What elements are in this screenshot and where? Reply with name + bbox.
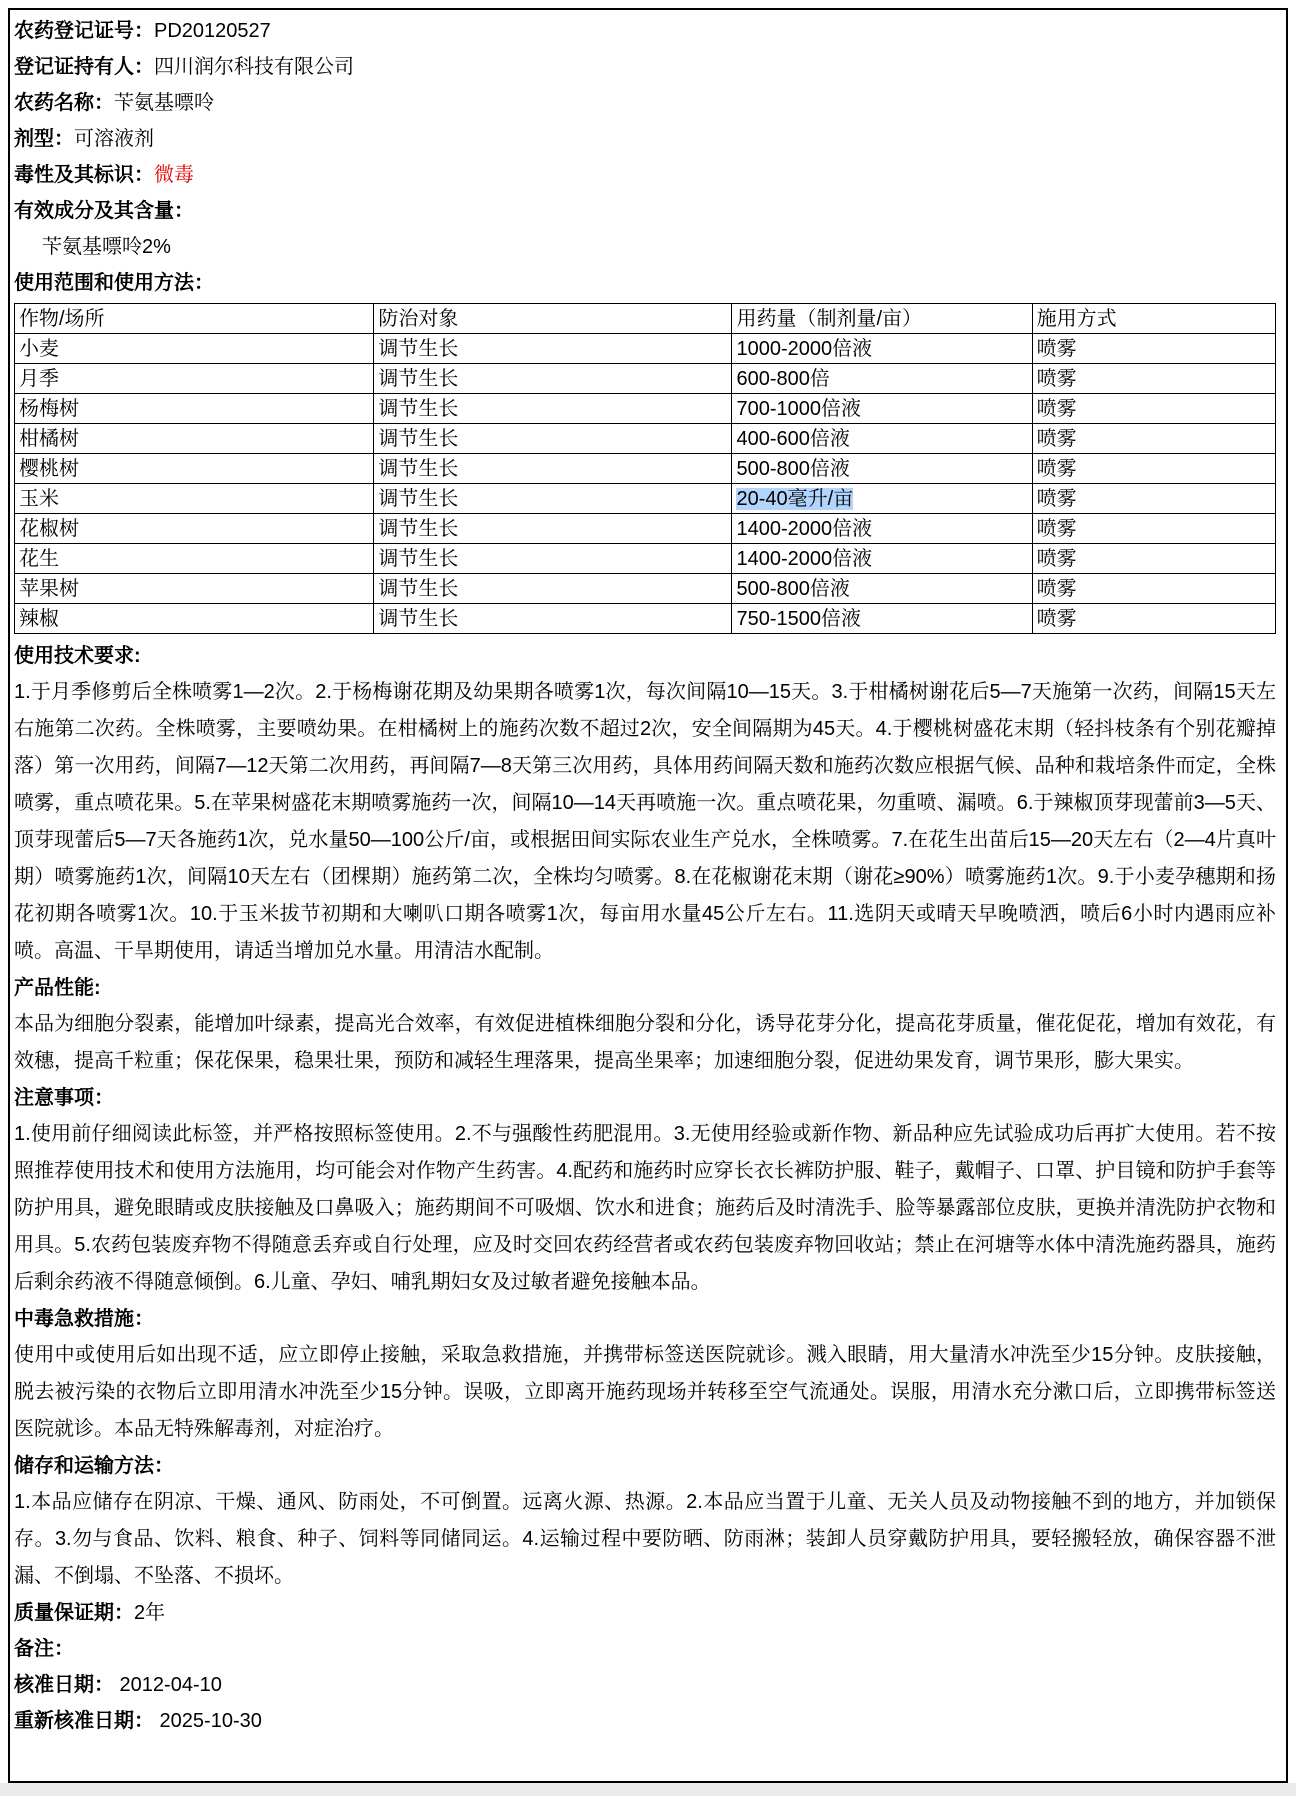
usage-table-cell: 花生 (15, 544, 374, 574)
section-body-precautions: 1.使用前仔细阅读此标签，并严格按照标签使用。2.不与强酸性药肥混用。3.无使用经验或新作物、新品种应先试验成功后再扩大使用。若不按照推荐使用技术和使用方法施用，均可能会对作物产生药害。4.配药和施药时应穿长衣长裤防护服、鞋子，戴帽子、口罩、护目镜和防护手套等防护用具，避免眼睛或皮肤接触及口鼻吸入；施药期间不可吸烟、饮水和进食；施药后及时清洗手、脸等暴露部位皮肤，更换并清洗防护衣物和用具。5.农药包装废弃物不得随意丢弃或自行处理，应及时交回农药经营者或农药包装废弃物回收站；禁止在河塘等水体中清洗施药器具，施药后剩余药液不得随意倾倒。6.儿童、孕妇、哺乳期妇女及过敏者避免接触本品。 (14, 1123, 1276, 1293)
field-certificate-holder (14, 49, 1276, 85)
toxicity-value: 微毒 (154, 164, 194, 186)
field-remarks (14, 1631, 1276, 1667)
usage-table-cell: 辣椒 (15, 604, 374, 634)
field-label: 有效成分及其含量： (14, 200, 194, 222)
usage-table-cell: 1400-2000倍液 (732, 544, 1032, 574)
table-row (15, 364, 1276, 394)
usage-table-cell: 樱桃树 (15, 454, 374, 484)
usage-table-header-cell: 防治对象 (374, 304, 732, 334)
usage-table (14, 303, 1276, 634)
section-heading-usage-tech: 使用技术要求: (14, 645, 141, 667)
usage-table-cell: 500-800倍液 (732, 454, 1032, 484)
usage-table-cell: 调节生长 (374, 424, 732, 454)
field-active-ingredient-heading (14, 193, 1276, 229)
field-label: 核准日期： (14, 1674, 114, 1696)
field-value: 苄氨基嘌呤 (114, 92, 214, 114)
table-header-row (15, 304, 1276, 334)
field-value: PD20120527 (154, 20, 271, 42)
field-value: 四川润尔科技有限公司 (154, 56, 354, 78)
usage-table-cell: 喷雾 (1032, 484, 1275, 514)
field-value: 2年 (134, 1602, 166, 1624)
field-label: 农药登记证号： (14, 20, 154, 42)
section-heading-storage-transport: 储存和运输方法： (14, 1455, 174, 1477)
table-row (15, 574, 1276, 604)
usage-table-cell: 喷雾 (1032, 574, 1275, 604)
table-row (15, 334, 1276, 364)
field-label: 备注： (14, 1638, 74, 1660)
field-value: 可溶液剂 (74, 128, 154, 150)
usage-table-cell: 400-600倍液 (732, 424, 1032, 454)
field-approval-date (14, 1667, 1276, 1703)
field-label: 剂型： (14, 128, 74, 150)
usage-table-header-cell: 施用方式 (1032, 304, 1275, 334)
field-pesticide-name (14, 85, 1276, 121)
usage-table-cell: 小麦 (15, 334, 374, 364)
section-body-first-aid: 使用中或使用后如出现不适，应立即停止接触，采取急救措施，并携带标签送医院就诊。溅入眼睛，用大量清水冲洗至少15分钟。皮肤接触，脱去被污染的衣物后立即用清水冲洗至少15分钟。误吸，立即离开施药现场并转移至空气流通处。误服，用清水充分漱口后，立即携带标签送医院就诊。本品无特殊解毒剂，对症治疗。 (14, 1344, 1276, 1440)
usage-table-cell (732, 484, 1032, 514)
usage-table-cell: 调节生长 (374, 454, 732, 484)
section-first-aid (14, 1301, 1276, 1448)
field-label: 登记证持有人： (14, 56, 154, 78)
usage-table-cell: 调节生长 (374, 544, 732, 574)
active-ingredient-line: 苄氨基嘌呤2% (42, 236, 171, 258)
table-row (15, 484, 1276, 514)
usage-table-cell: 700-1000倍液 (732, 394, 1032, 424)
table-row (15, 454, 1276, 484)
field-label: 毒性及其标识： (14, 164, 154, 186)
field-value: 2012-04-10 (114, 1674, 222, 1696)
field-formulation (14, 121, 1276, 157)
table-row (15, 514, 1276, 544)
usage-table-header-cell: 用药量（制剂量/亩） (732, 304, 1032, 334)
field-label: 农药名称： (14, 92, 114, 114)
usage-table-header-cell: 作物/场所 (15, 304, 374, 334)
usage-table-cell: 调节生长 (374, 364, 732, 394)
selected-text: 20-40毫升/亩 (736, 487, 854, 510)
usage-table-cell: 苹果树 (15, 574, 374, 604)
field-label: 质量保证期： (14, 1602, 134, 1624)
table-row (15, 604, 1276, 634)
table-row (15, 394, 1276, 424)
usage-table-cell: 喷雾 (1032, 394, 1275, 424)
section-body-usage-tech: 1.于月季修剪后全株喷雾1—2次。2.于杨梅谢花期及幼果期各喷雾1次，每次间隔10—15天。3.于柑橘树谢花后5—7天施第一次药，间隔15天左右施第二次药。全株喷雾，主要喷幼果。在柑橘树上的施药次数不超过2次，安全间隔期为45天。4.于樱桃树盛花末期（轻抖枝条有个别花瓣掉落）第一次用药，间隔7—12天第二次用药，再间隔7—8天第三次用药，具体用药间隔天数和施药次数应根据气候、品种和栽培条件而定，全株喷雾，重点喷花果。5.在苹果树盛花末期喷雾施药一次，间隔10—14天再喷施一次。重点喷花果，勿重喷、漏喷。6.于辣椒顶芽现蕾前3—5天、顶芽现蕾后5—7天各施药1次，兑水量50—100公斤/亩，或根据田间实际农业生产兑水，全株喷雾。7.在花生出苗后15—20天左右（2—4片真叶期）喷雾施药1次，间隔10天左右（团棵期）施药第二次，全株均匀喷雾。8.在花椒谢花末期（谢花≥90%）喷雾施药1次。9.于小麦孕穗期和扬花初期各喷雾1次。10.于玉米拔节初期和大喇叭口期各喷雾1次，每亩用水量45公斤左右。11.选阴天或晴天早晚喷洒，喷后6小时内遇雨应补喷。高温、干旱期使用，请适当增加兑水量。用清洁水配制。 (14, 681, 1276, 962)
usage-table-cell: 调节生长 (374, 394, 732, 424)
usage-table-cell: 调节生长 (374, 484, 732, 514)
section-precautions (14, 1080, 1276, 1301)
usage-table-cell: 喷雾 (1032, 454, 1275, 484)
usage-table-cell: 柑橘树 (15, 424, 374, 454)
page-bottom-gray-area (0, 1783, 1296, 1796)
field-toxicity (14, 157, 1276, 193)
section-body-product-performance: 本品为细胞分裂素，能增加叶绿素，提高光合效率，有效促进植株细胞分裂和分化，诱导花芽分化，提高花芽质量，催花促花，增加有效花，有效穗，提高千粒重；保花保果，稳果壮果，预防和减轻生理落果，提高坐果率；加速细胞分裂，促进幼果发育，调节果形，膨大果实。 (14, 1013, 1276, 1072)
usage-table-cell: 750-1500倍液 (732, 604, 1032, 634)
section-product-performance (14, 970, 1276, 1080)
table-row (15, 424, 1276, 454)
usage-table-cell: 喷雾 (1032, 334, 1275, 364)
section-heading-usage-scope: 使用范围和使用方法： (14, 272, 214, 294)
usage-table-cell: 1000-2000倍液 (732, 334, 1032, 364)
usage-table-cell: 月季 (15, 364, 374, 394)
field-registration-number (14, 13, 1276, 49)
usage-table-cell: 喷雾 (1032, 364, 1275, 394)
table-row (15, 544, 1276, 574)
usage-table-cell: 喷雾 (1032, 544, 1275, 574)
section-storage-transport (14, 1448, 1276, 1595)
field-warranty-period (14, 1595, 1276, 1631)
section-heading-first-aid: 中毒急救措施： (14, 1308, 154, 1330)
usage-table-cell: 喷雾 (1032, 424, 1275, 454)
section-body-storage-transport: 1.本品应储存在阴凉、干燥、通风、防雨处，不可倒置。远离火源、热源。2.本品应当置于儿童、无关人员及动物接触不到的地方，并加锁保存。3.勿与食品、饮料、粮食、种子、饲料等同储同运。4.运输过程中要防晒、防雨淋；装卸人员穿戴防护用具，要轻搬轻放，确保容器不泄漏、不倒塌、不坠落、不损坏。 (14, 1491, 1276, 1587)
usage-table-cell: 调节生长 (374, 514, 732, 544)
section-heading-product-performance: 产品性能: (14, 977, 101, 999)
usage-table-cell: 花椒树 (15, 514, 374, 544)
section-heading-precautions: 注意事项： (14, 1087, 114, 1109)
field-label: 重新核准日期： (14, 1710, 154, 1732)
section-usage-tech (14, 638, 1276, 970)
usage-table-cell: 玉米 (15, 484, 374, 514)
usage-table-cell: 调节生长 (374, 604, 732, 634)
usage-table-cell: 喷雾 (1032, 604, 1275, 634)
usage-table-cell: 1400-2000倍液 (732, 514, 1032, 544)
usage-table-cell: 500-800倍液 (732, 574, 1032, 604)
usage-table-cell: 600-800倍 (732, 364, 1032, 394)
field-reapproval-date (14, 1703, 1276, 1739)
usage-table-cell: 调节生长 (374, 334, 732, 364)
field-value: 2025-10-30 (154, 1710, 262, 1732)
pesticide-registration-document (8, 8, 1288, 1783)
usage-table-cell: 杨梅树 (15, 394, 374, 424)
usage-table-cell: 喷雾 (1032, 514, 1275, 544)
usage-table-cell: 调节生长 (374, 574, 732, 604)
